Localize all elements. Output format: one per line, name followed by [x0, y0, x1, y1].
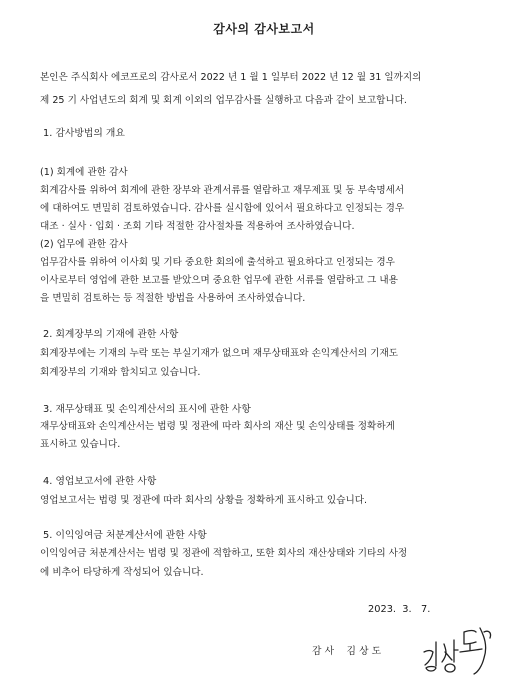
paragraph-line: 에 대하여도 면밀히 검토하였습니다. 감사를 실시함에 있어서 필요하다고 인정되는 경우	[40, 203, 405, 214]
section-heading: 3. 재무상태표 및 손익계산서의 표시에 관한 사항	[43, 404, 251, 415]
paragraph-line: 대조 · 실사 · 입회 · 조회 기타 적절한 감사절차를 적용하여 조사하였습니다.	[40, 221, 355, 232]
subsection-heading: (1) 회계에 관한 감사	[40, 167, 128, 178]
section-heading: 5. 이익잉여금 처분계산서에 관한 사항	[43, 530, 207, 541]
paragraph-line: 표시하고 있습니다.	[40, 439, 121, 450]
paragraph-line: 재무상태표와 손익계산서는 법령 및 정관에 따라 회사의 재산 및 손익상태를 정확하게	[40, 421, 395, 432]
paragraph-line: 을 면밀히 검토하는 등 적절한 방법을 사용하여 조사하였습니다.	[40, 293, 306, 304]
section-heading: 4. 영업보고서에 관한 사항	[43, 476, 157, 487]
handwritten-signature	[418, 622, 498, 678]
paragraph-line: 회계장부의 기재와 합치되고 있습니다.	[40, 367, 201, 378]
section-heading: 1. 감사방법의 개요	[43, 128, 125, 139]
report-date: 2023. 3. 7.	[368, 604, 431, 615]
page-title: 감사의 감사보고서	[213, 22, 315, 36]
paragraph-line: 영업보고서는 법령 및 정관에 따라 회사의 상황을 정확하게 표시하고 있습니다.	[40, 495, 368, 506]
paragraph-line: 이익잉여금 처분계산서는 법령 및 정관에 적합하고, 또한 회사의 재산상태와 기타의 사정	[40, 548, 408, 559]
paragraph-line: 회계장부에는 기재의 누락 또는 부실기재가 없으며 재무상태표와 손익계산서의 기재도	[40, 348, 399, 359]
paragraph-line: 업무감사를 위하여 이사회 및 기타 중요한 회의에 출석하고 필요하다고 인정되는 경우	[40, 257, 395, 268]
paragraph-line: 회계감사를 위하여 회계에 관한 장부와 관계서류를 열람하고 재무제표 및 동 부속명세서	[40, 185, 405, 196]
intro-line: 본인은 주식회사 에코프로의 감사로서 2022 년 1 월 1 일부터 2022 년 12 월 31 일까지의	[40, 72, 422, 83]
paragraph-line: 이사로부터 영업에 관한 보고를 받았으며 중요한 업무에 관한 서류를 열람하고 그 내용	[40, 275, 398, 286]
subsection-heading: (2) 업무에 관한 감사	[40, 239, 128, 250]
section-heading: 2. 회계장부의 기재에 관한 사항	[43, 329, 179, 340]
intro-line: 제 25 기 사업년도의 회계 및 회계 이외의 업무감사를 실행하고 다음과 같이 보고합니다.	[40, 95, 407, 106]
paragraph-line: 에 비추어 타당하게 작성되어 있습니다.	[40, 567, 204, 578]
auditor-name: 감 사 김 상 도	[312, 646, 382, 657]
